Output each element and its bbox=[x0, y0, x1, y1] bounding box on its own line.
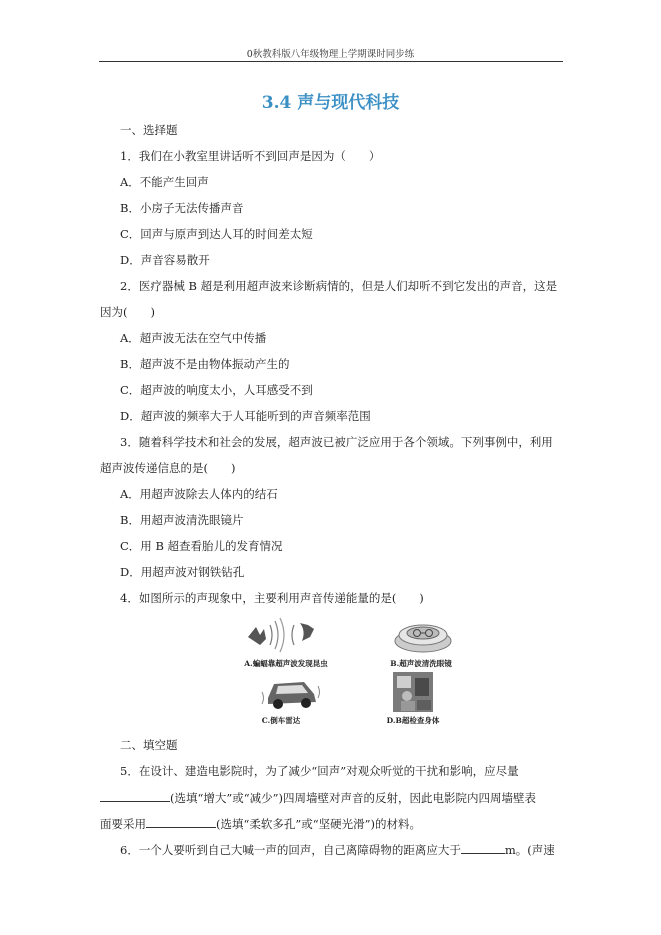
page-header: 0秋教科版八年级物理上学期课时同步练 bbox=[246, 49, 415, 60]
figure-car-image bbox=[260, 672, 322, 712]
q3-option-b: B．用超声波清洗眼镜片 bbox=[120, 513, 244, 527]
q3-option-c: C．用 B 超查看胎儿的发育情况 bbox=[120, 539, 283, 553]
question-1-stem: 1．我们在小教室里讲话听不到回声是因为（ ） bbox=[120, 149, 381, 163]
question-2-stem-cont: 因为( ) bbox=[100, 305, 155, 319]
question-6-suffix: m。(声速 bbox=[504, 843, 555, 857]
q1-option-a: A．不能产生回声 bbox=[120, 175, 209, 189]
answer-blank-2[interactable] bbox=[146, 815, 216, 828]
question-2-stem: 2．医疗器械 B 超是利用超声波来诊断病情的，但是人们却听不到它发出的声音，这是 bbox=[120, 279, 558, 293]
question-6-prefix: 6．一个人要听到自己大喊一声的回声，自己离障碍物的距离应大于 bbox=[120, 843, 461, 857]
q2-option-b: B．超声波不是由物体振动产生的 bbox=[120, 357, 290, 371]
figure-caption-c: C.倒车雷达 bbox=[261, 716, 301, 725]
q1-option-b: B．小房子无法传播声音 bbox=[120, 201, 244, 215]
q1-option-d: D．声音容易散开 bbox=[120, 253, 210, 267]
question-5-line2-text: (选填“增大”或“减少”)四周墙壁对声音的反射，因此电影院内四周墙壁表 bbox=[170, 791, 536, 805]
q1-option-c: C．回声与原声到达人耳的时间差太短 bbox=[120, 227, 313, 241]
section-heading-fill: 二、填空题 bbox=[120, 738, 178, 752]
question-6-line1 bbox=[120, 841, 555, 858]
header-divider bbox=[99, 61, 563, 62]
question-3-stem-cont: 超声波传递信息的是( ) bbox=[100, 461, 236, 475]
page-title: 3.4 声与现代科技 bbox=[261, 93, 400, 113]
figure-caption-a: A.蝙蝠靠超声波发现昆虫 bbox=[244, 659, 328, 668]
answer-blank-1[interactable] bbox=[100, 789, 170, 802]
figure-ultrasound-image bbox=[393, 672, 433, 712]
question-4-stem: 4．如图所示的声现象中，主要利用声音传递能量的是( ) bbox=[120, 591, 424, 605]
q2-option-d: D．超声波的频率大于人耳能听到的声音频率范围 bbox=[120, 409, 371, 423]
question-5-line3-suffix: (选填“柔软多孔”或“坚硬光滑”)的材料。 bbox=[216, 817, 421, 831]
figure-cleaner-image bbox=[392, 615, 454, 655]
question-5-line3-prefix: 面要采用 bbox=[100, 817, 146, 831]
q3-option-d: D．用超声波对钢铁钻孔 bbox=[120, 565, 245, 579]
q2-option-a: A．超声波无法在空气中传播 bbox=[120, 331, 267, 345]
figure-bat-image bbox=[244, 615, 324, 655]
figure-caption-b: B.超声波清洗眼镜 bbox=[390, 659, 452, 668]
q3-option-a: A．用超声波除去人体内的结石 bbox=[120, 487, 278, 501]
figure-caption-d: D.B超检查身体 bbox=[386, 716, 440, 725]
question-3-stem: 3．随着科学技术和社会的发展，超声波已被广泛应用于各个领域。下列事例中，利用 bbox=[120, 435, 553, 449]
question-5-line1: 5．在设计、建造电影院时，为了减少“回声”对观众听觉的干扰和影响，应尽量 bbox=[120, 764, 519, 778]
question-5-line3 bbox=[100, 815, 421, 832]
section-heading-choice: 一、选择题 bbox=[120, 123, 178, 137]
q2-option-c: C．超声波的响度太小，人耳感受不到 bbox=[120, 383, 313, 397]
question-5-line2 bbox=[100, 789, 536, 806]
answer-blank-3[interactable] bbox=[461, 841, 505, 854]
